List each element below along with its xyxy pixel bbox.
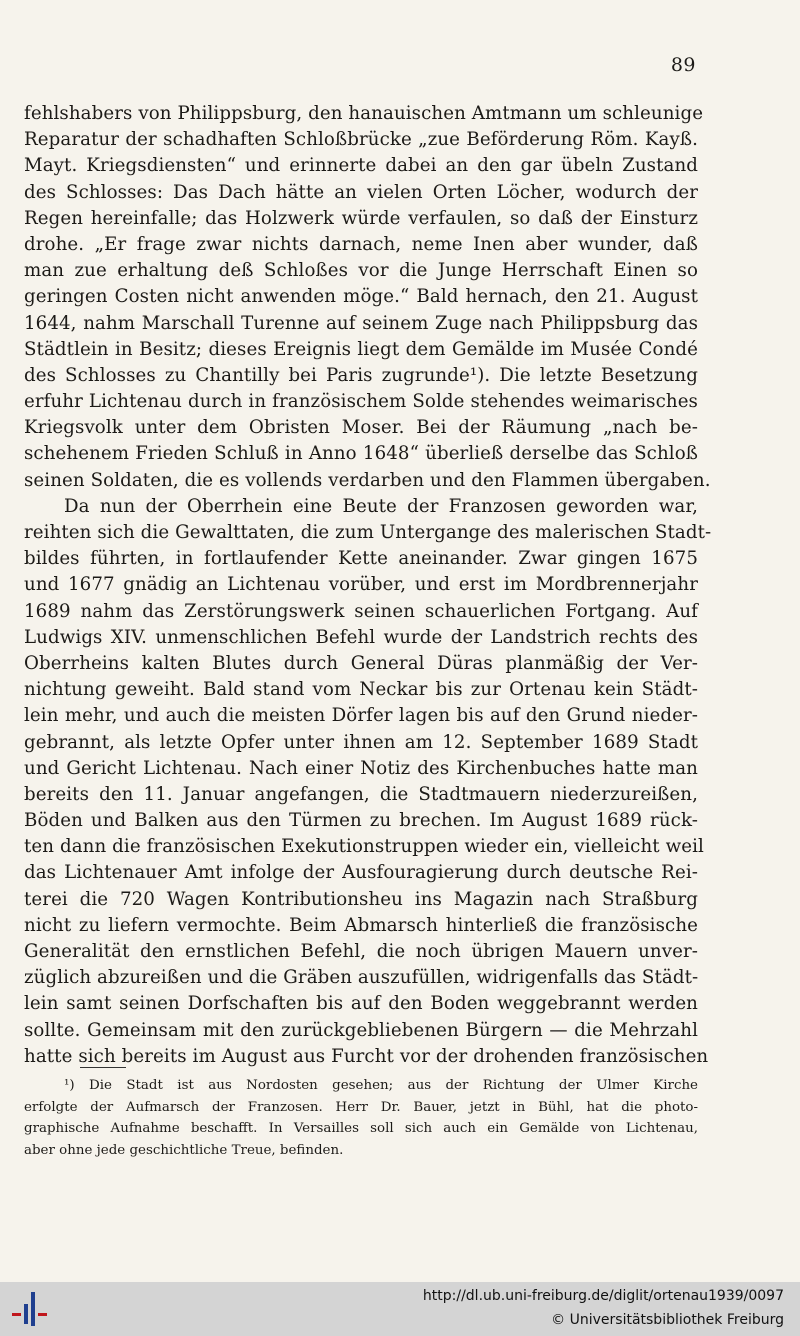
text-line: nichtung geweiht. Bald stand vom Neckar bis zur Ortenau kein Städt-	[24, 679, 698, 701]
copyright-notice: © Universitätsbibliothek Freiburg	[551, 1312, 784, 1328]
text-line: lein mehr, und auch die meisten Dörfer lagen bis auf den Grund nieder-	[24, 705, 698, 727]
text-line: Reparatur der schadhaften Schloßbrücke „zue Beförderung Röm. Kayß.	[24, 129, 698, 151]
text-line: und 1677 gnädig an Lichtenau vorüber, und erst im Mordbrennerjahr	[24, 574, 698, 596]
footnote-line: aber ohne jede geschichtliche Treue, befinden.	[24, 1142, 344, 1158]
footnote-divider	[80, 1067, 126, 1068]
text-line: ten dann die französischen Exekutionstruppen wieder ein, vielleicht weil	[24, 836, 704, 858]
footnote-line: graphische Aufnahme beschafft. In Versailles soll sich auch ein Gemälde von Lichtenau,	[24, 1121, 698, 1137]
text-line: Böden und Balken aus den Türmen zu brechen. Im August 1689 rück-	[24, 810, 698, 832]
text-line: das Lichtenauer Amt infolge der Ausfouragierung durch deutsche Rei-	[24, 862, 698, 884]
text-line: sollte. Gemeinsam mit den zurückgebliebenen Bürgern — die Mehrzahl	[24, 1019, 698, 1041]
text-line: reihten sich die Gewalttaten, die zum Untergange des malerischen Stadt-	[24, 522, 712, 543]
footnote-line: ¹) Die Stadt ist aus Nordosten gesehen; aus der Richtung der Ulmer Kirche	[64, 1078, 698, 1093]
footnote-line: erfolgte der Aufmarsch der Franzosen. Herr Dr. Bauer, jetzt in Bühl, hat die photo-	[24, 1099, 698, 1115]
logo-blue-bar	[31, 1292, 35, 1326]
text-line: züglich abzureißen und die Gräben auszufüllen, widrigenfalls das Städt-	[24, 967, 699, 989]
footer-bar	[0, 1282, 800, 1336]
text-line: Mayt. Kriegsdiensten“ und erinnerte dabei an den gar übeln Zustand	[24, 155, 698, 177]
text-line: 1689 nahm das Zerstörungswerk seinen schauerlichen Fortgang. Auf	[24, 600, 698, 622]
ub-freiburg-logo-icon[interactable]	[12, 1292, 52, 1326]
text-line: und Gericht Lichtenau. Nach einer Notiz des Kirchenbuches hatte man	[24, 757, 698, 779]
text-line: Ludwigs XIV. unmenschlichen Befehl wurde der Landstrich rechts des	[24, 626, 698, 648]
text-line: Generalität den ernstlichen Befehl, die noch übrigen Mauern unver-	[24, 941, 698, 962]
logo-blue-bar	[24, 1304, 28, 1324]
logo-red-dash	[38, 1313, 47, 1316]
text-line: hatte sich bereits im August aus Furcht vor der drohenden französischen	[24, 1045, 709, 1067]
text-line: des Schlosses zu Chantilly bei Paris zugrunde¹). Die letzte Besetzung	[24, 364, 698, 386]
text-line: schehenem Frieden Schluß in Anno 1648“ überließ derselbe das Schloß	[24, 443, 698, 465]
text-line: lein samt seinen Dorfschaften bis auf den Boden weggebrannt werden	[24, 993, 698, 1015]
text-line: geringen Costen nicht anwenden möge.“ Bald hernach, den 21. August	[24, 286, 698, 308]
text-line: nicht zu liefern vermochte. Beim Abmarsch hinterließ die französische	[24, 914, 698, 936]
text-line: Kriegsvolk unter dem Obristen Moser. Bei der Räumung „nach be-	[24, 417, 698, 439]
text-line: Da nun der Oberrhein eine Beute der Franzosen geworden war,	[64, 495, 698, 517]
permalink-url[interactable]: http://dl.ub.uni-freiburg.de/diglit/ortenau1939/0097	[422, 1288, 784, 1304]
text-line: 1644, nahm Marschall Turenne auf seinem Zuge nach Philippsburg das	[24, 312, 698, 334]
text-line: man zue erhaltung deß Schloßes vor die Junge Herrschaft Einen so	[24, 260, 698, 282]
logo-red-dash	[12, 1313, 21, 1316]
body-text	[24, 101, 712, 1070]
text-line: des Schlosses: Das Dach hätte an vielen Orten Löcher, wodurch der	[24, 181, 698, 203]
text-line: bildes führten, in fortlaufender Kette aneinander. Zwar gingen 1675	[24, 548, 698, 570]
text-line: Städtlein in Besitz; dieses Ereignis liegt dem Gemälde im Musée Condé	[24, 338, 698, 360]
text-line: seinen Soldaten, die es vollends verdarben und den Flammen übergaben.	[24, 469, 711, 491]
text-line: fehlshabers von Philippsburg, den hanauischen Amtmann um schleunige	[24, 103, 704, 124]
text-line: drohe. „Er frage zwar nichts darnach, neme Inen aber wunder, daß	[24, 233, 698, 255]
footnotes	[24, 1075, 698, 1161]
text-line: terei die 720 Wagen Kontributionsheu ins Magazin nach Straßburg	[24, 888, 698, 910]
text-line: erfuhr Lichtenau durch in französischem Solde stehendes weimarisches	[24, 391, 698, 413]
page-number: 89	[670, 54, 696, 76]
text-line: gebrannt, als letzte Opfer unter ihnen am 12. September 1689 Stadt	[24, 731, 698, 753]
text-line: bereits den 11. Januar angefangen, die Stadtmauern niederzureißen,	[24, 783, 698, 805]
text-line: Regen hereinfalle; das Holzwerk würde verfaulen, so daß der Einsturz	[24, 207, 698, 229]
text-line: Oberrheins kalten Blutes durch General Düras planmäßig der Ver-	[24, 652, 698, 674]
